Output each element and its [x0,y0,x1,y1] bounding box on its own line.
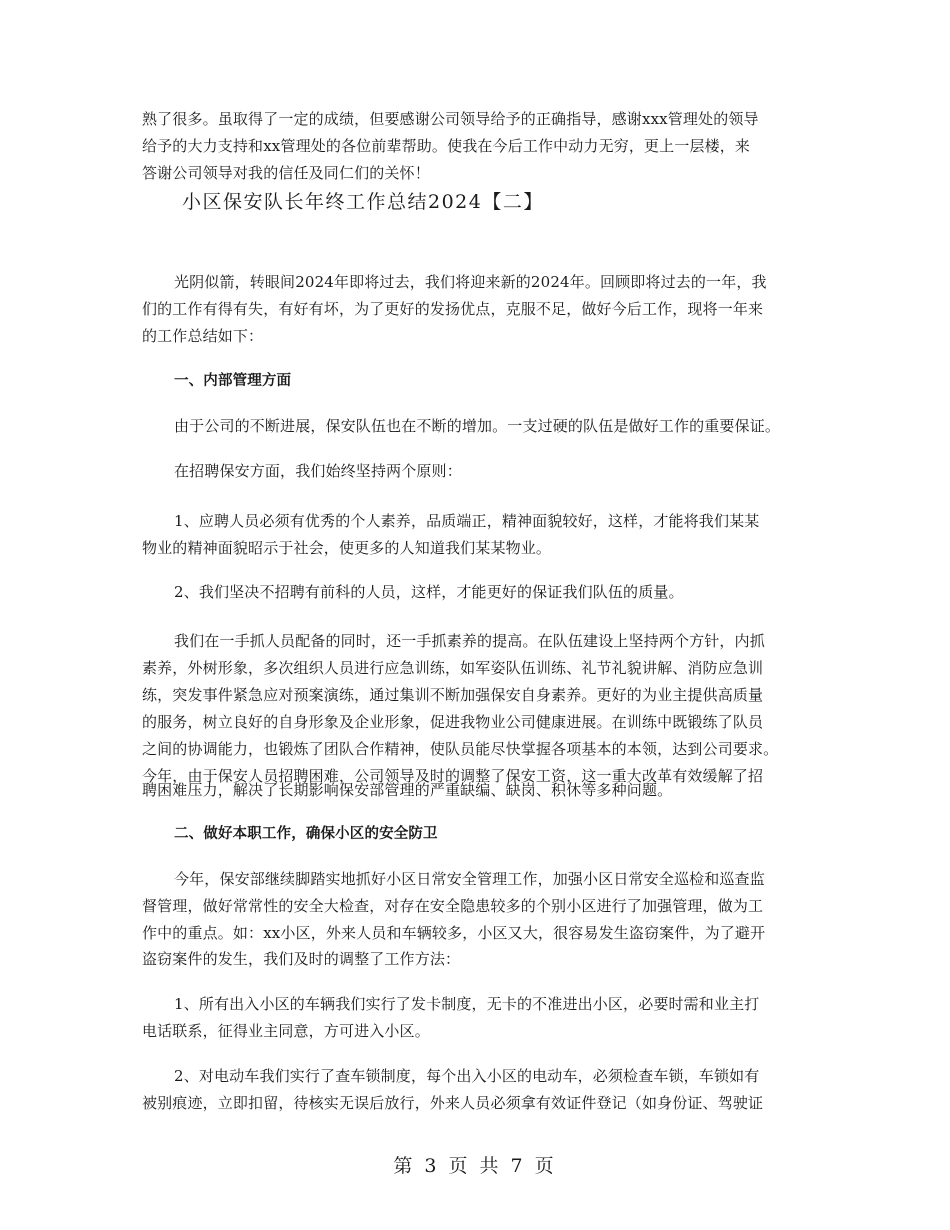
paragraph-line: 作中的重点。如：xx小区，外来人员和车辆较多，小区又大，很容易发生盗窃案件，为了避开 [142,924,766,942]
paragraph-line: 督管理，做好常常性的安全大检查，对存在安全隐患较多的个别小区进行了加强管理，做为工 [142,897,764,915]
paragraph: 在招聘保安方面，我们始终坚持两个原则： [174,462,462,480]
intro-line: 给予的大力支持和xx管理处的各位前辈帮助。使我在今后工作中动力无穷，更上一层楼，来 [142,137,751,155]
heading-security-duty: 二、做好本职工作，确保小区的安全防卫 [174,826,438,842]
list-item-line: 物业的精神面貌昭示于社会，使更多的人知道我们某某物业。 [142,539,552,557]
paragraph-line: 的服务，树立良好的自身形象及企业形象，促进我物业公司健康进展。在训练中既锻练了队员 [142,713,764,731]
page-footer: 第 3 页 共 7 页 [393,1155,557,1177]
heading-internal-management: 一、内部管理方面 [174,373,292,389]
list-item-line: 电话联系，征得业主同意，方可进入小区。 [142,1022,430,1040]
paragraph: 由于公司的不断进展，保安队伍也在不断的增加。一支过硬的队伍是做好工作的重要保证。 [174,417,781,435]
intro-line: 答谢公司领导对我的信任及同仁们的关怀！ [142,164,430,182]
opening-line: 的工作总结如下： [142,327,264,345]
list-item-line: 1、所有出入小区的车辆我们实行了发卡制度，无卡的不准进出小区，必要时需和业主打 [174,995,760,1013]
opening-line: 光阴似箭，转眼间2024年即将过去，我们将迎来新的2024年。回顾即将过去的一年，我 [174,273,767,291]
paragraph-line: 练，突发事件紧急应对预案演练，通过集训不断加强保安自身素养。更好的为业主提供高质量 [142,686,764,704]
paragraph-line: 素养，外树形象，多次组织人员进行应急训练，如军姿队伍训练、礼节礼貌讲解、消防应急训 [142,659,764,677]
opening-line: 们的工作有得有失，有好有坏，为了更好的发扬优点，克服不足，做好今后工作，现将一年来 [142,300,764,318]
paragraph-line: 今年，由于保安人员招聘困难，公司领导及时的调整了保安工资，这一重大改革有效缓解了招 [142,767,764,785]
paragraph-line: 我们在一手抓人员配备的同时，还一手抓素养的提高。在队伍建设上坚持两个方针，内抓 [174,632,765,650]
list-item-line: 被别痕迹，立即扣留，待核实无误后放行，外来人员必须拿有效证件登记（如身份证、驾驶证 [142,1094,764,1112]
list-item-line: 1、应聘人员必须有优秀的个人素养，品质端正，精神面貌较好，这样，才能将我们某某 [174,512,760,530]
paragraph-line: 之间的协调能力，也锻炼了团队合作精神，使队员能尽快掌握各项基本的本领，达到公司要求。 [142,740,779,758]
intro-line: 熟了很多。虽取得了一定的成绩，但要感谢公司领导给予的正确指导，感谢xxx管理处的领导 [142,110,759,128]
section-title: 小区保安队长年终工作总结2024【二】 [182,191,544,213]
list-item: 2、我们坚决不招聘有前科的人员，这样，才能更好的保证我们队伍的质量。 [174,583,684,601]
paragraph-line: 今年，保安部继续脚踏实地抓好小区日常安全管理工作，加强小区日常安全巡检和巡查监 [174,870,765,888]
paragraph-line: 聘困难压力，解决了长期影响保安部管理的严重缺编、缺岗、积休等多种问题。 [142,781,673,799]
paragraph-line: 盗窃案件的发生，我们及时的调整了工作方法： [142,950,461,968]
list-item-line: 2、对电动车我们实行了查车锁制度，每个出入小区的电动车，必须检查车锁，车锁如有 [174,1067,760,1085]
